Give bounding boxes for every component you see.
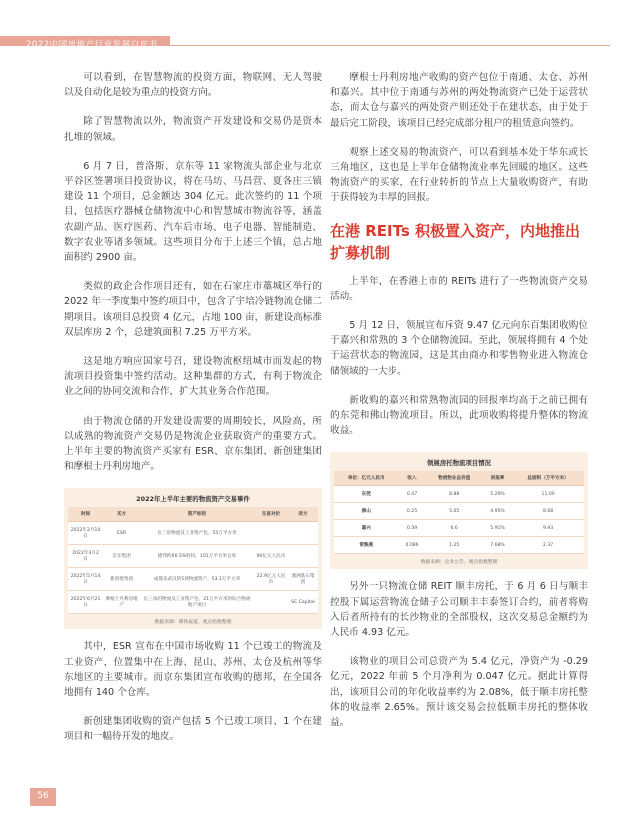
- table-cell: 9.93: [512, 520, 584, 537]
- table-cell: 0.086: [398, 537, 425, 554]
- table-row: [68, 591, 318, 614]
- table-cell: 5.05: [426, 503, 483, 520]
- table-cell: 长三角的物流及工业资产包，21万平方米的综合物流地产项目: [140, 591, 254, 614]
- page-number: 56: [37, 791, 49, 801]
- paragraph: 观察上述交易的物流资产，可以看到基本处于华东或长三角地区，这也是上半年仓储物流业率先回暖的地区。这些物流资产的买家，在行业转折的节点上大量收购资产，有助于获得较为丰厚的回报。: [330, 146, 588, 204]
- paragraph: 除了智慧物流以外，物流资产开发建设和交易仍是资本扎堆的领域。: [64, 116, 322, 143]
- table-row: [334, 486, 584, 503]
- table-cell: 0.47: [398, 486, 425, 503]
- column-header: 收入: [398, 471, 425, 486]
- table-cell: ESR: [103, 522, 140, 545]
- table-cell: 7.68%: [483, 537, 512, 554]
- table-row: [68, 568, 318, 591]
- table-cell: 佛山: [334, 503, 398, 520]
- column-header: 总面积（万平方米）: [512, 471, 584, 486]
- right-column: [330, 70, 588, 744]
- table-row: [334, 503, 584, 520]
- asset-transactions-table-box: [64, 488, 322, 629]
- paragraph: 可以看到，在智慧物流的投资方面，物联网、无人驾驶以及自动化是较为重点的投资方向。: [64, 72, 322, 99]
- table-cell: 0.25: [398, 503, 425, 520]
- table-cell: SC Capital: [288, 591, 318, 614]
- paragraph: 上半年，在香港上市的 REITs 进行了一些物流资产交易活动。: [330, 275, 588, 302]
- paragraph: 另外一只物流仓储 REIT 顺丰房托，于 6 月 6 日与顺丰控股下属运营物流仓储子公司顺丰丰泰签订合约，前者将购入后者所持有的长沙物业的全部股权，这次交易总金额约为人民币 4.93 亿元。: [330, 581, 588, 639]
- table-cell: 5.91%: [483, 520, 512, 537]
- table-cell: 4.95%: [483, 503, 512, 520]
- column-header: 交易对价: [254, 507, 288, 522]
- table-header-row: [68, 507, 318, 522]
- table-cell: 11.00: [512, 486, 584, 503]
- table-source: 数据来源：媒体报道、观点指数整理: [154, 620, 232, 626]
- paragraph: 5 月 12 日，领展宣布斥资 9.47 亿元向东百集团收购位于嘉兴和常熟的 3 个仓储物流园。至此，领展将拥有 4 个处于运营状态的物流园，这是其由商办和零售物业进入物流仓储领域的一大步。: [330, 320, 588, 377]
- paragraph: 新收购的嘉兴和常熟物流园的回报率均高于之前已拥有的东莞和佛山物流项目。所以，此项收购将提升整体的物流收益。: [330, 394, 588, 437]
- table-cell: 5.29%: [483, 486, 512, 503]
- paragraph: 摩根士丹利房地产收购的资产包位于南通、太仓、苏州和嘉兴。其中位于南通与苏州的两处物流资产已处于运营状态，而太仓与嘉兴的两处资产则还处于在建状态，由于处于最后完工阶段，该项目已经完成部分租户的租赁意向签约。: [330, 72, 588, 129]
- page-header: [0, 0, 640, 50]
- table-cell: 澳洲基石集团: [288, 568, 318, 591]
- table-cell: 东莞: [334, 486, 398, 503]
- table-cell: 成都及武汉的5项物流资产，53.1万平方米: [140, 568, 254, 591]
- table-row: [334, 520, 584, 537]
- table-cell: 90亿元人民币: [254, 545, 288, 568]
- table-cell: 常熟燕: [334, 537, 398, 554]
- paragraph: 新创建集团收购的资产包括 5 个已竣工项目、1 个在建项目和一幅待开发的地皮。: [64, 716, 322, 743]
- left-column: [64, 70, 322, 759]
- table-cell: 京东集团: [103, 545, 140, 568]
- table-header-row: [334, 471, 584, 486]
- table-row: [68, 545, 318, 568]
- asset-transactions-table: [68, 507, 318, 614]
- paragraph: 这是地方响应国家号召，建设物流枢纽城市而发起的物流项目投资集中签约活动。这种集群的方式，有利于物流企业之间的协同交流和合作，扩大其业务合作范围。: [64, 356, 322, 398]
- link-logistics-table-box: [330, 452, 588, 569]
- paragraph: 6 月 7 日，普洛斯、京东等 11 家物流头部企业与北京平谷区签署项目投资协议，将在马坊、马昌营、夏各庄三镇建设 11 个项目，总金额达 304 亿元。此次签约的 11 个项目，包括医疗器械仓储物流中心和智慧城市物流谷等，涵盖农副产品、医疗医药、汽车后市场、电子电器、智能制造、数字农业等诸多领域。这些项目分布于上述三个镇，总占地面积约 2900 亩。: [64, 160, 322, 264]
- column-header: 单位：亿元人民币: [334, 471, 398, 486]
- table-cell: 2022年2月10日: [68, 522, 103, 545]
- link-logistics-table: [334, 471, 584, 554]
- table-cell: [288, 522, 318, 545]
- table-cell: 德邦约66.5%股权，101万平方米仓库: [140, 545, 254, 568]
- column-header: 买方: [103, 507, 140, 522]
- table-cell: 8.68: [512, 503, 584, 520]
- table-cell: 摩根士丹利房地产: [103, 591, 140, 614]
- table-cell: 嘉兴: [334, 520, 398, 537]
- column-header: 回报率: [483, 471, 512, 486]
- table-row: [334, 537, 584, 554]
- paragraph: 该物业的项目公司总资产为 5.4 亿元，净资产为 -0.29 亿元，2022 年前 5 个月净利为 0.047 亿元。据此计算得出，该项目公司的年化收益率约为 2.08%，低于顺丰房托整体的收益率 2.65%。预计该交易会拉低顺丰房托的整体收益。: [330, 656, 588, 729]
- column-header: 时间: [68, 507, 103, 522]
- table-cell: [254, 591, 288, 614]
- paragraph: 类似的政企合作项目还有，如在石家庄市藁城区举行的 2022 年一季度集中签约项目中，包含了宇培冷链物流仓储二期项目。该项目总投资 4 亿元，占地 100 亩，新建设高标准双层库房 2 个，总建筑面积 7.25 万平方米。: [64, 281, 322, 338]
- section-heading: 在港 REITs 积极置入资产，内地推出扩募机制: [330, 221, 580, 262]
- table-cell: 22.9亿元人民币: [254, 568, 288, 591]
- table-source: 数据来源：企业公告、观点指数整理: [420, 560, 498, 566]
- table-cell: 1.25: [426, 537, 483, 554]
- column-header: 物流物业总价值: [426, 471, 483, 486]
- table-title: 领展房托物流项目情况: [427, 459, 491, 468]
- table-cell: 2022年3月2日: [68, 545, 103, 568]
- paragraph: 由于物流仓储的开发建设需要的周期较长，风险高，所以成熟的物流资产交易仍是物流企业获取资产的重要方式。上半年主要的物流资产买家有 ESR、京东集团、新创建集团和摩根士丹利房地产。: [64, 415, 322, 473]
- table-cell: [288, 545, 318, 568]
- table-cell: 2022年5月14日: [68, 568, 103, 591]
- table-cell: 8.88: [426, 486, 483, 503]
- table-title: 2022年上半年主要的物流资产交易事件: [136, 495, 250, 504]
- table-cell: 2022年6月21日: [68, 591, 103, 614]
- header-title: 2022中国房地产行业发展白皮书: [26, 40, 158, 50]
- page-number-tab: [30, 788, 56, 806]
- table-cell: [254, 522, 288, 545]
- table-cell: 2.37: [512, 537, 584, 554]
- column-header: 卖方: [288, 507, 318, 522]
- table-row: [68, 522, 318, 545]
- table-cell: 6.6: [426, 520, 483, 537]
- table-cell: 新创建集团: [103, 568, 140, 591]
- table-cell: 0.39: [398, 520, 425, 537]
- table-cell: 在三角物流及工业资产包，55万平方米: [140, 522, 254, 545]
- paragraph: 其中，ESR 宣布在中国市场收购 11 个已竣工的物流及工业资产，位置集中在上海、昆山、苏州、太仓及杭州等华东地区的主要城市。而京东集团宣布收购的德邦，在全国各地拥有 140 个仓库。: [64, 641, 322, 699]
- header-rule: [170, 45, 610, 46]
- column-header: 资产标的: [140, 507, 254, 522]
